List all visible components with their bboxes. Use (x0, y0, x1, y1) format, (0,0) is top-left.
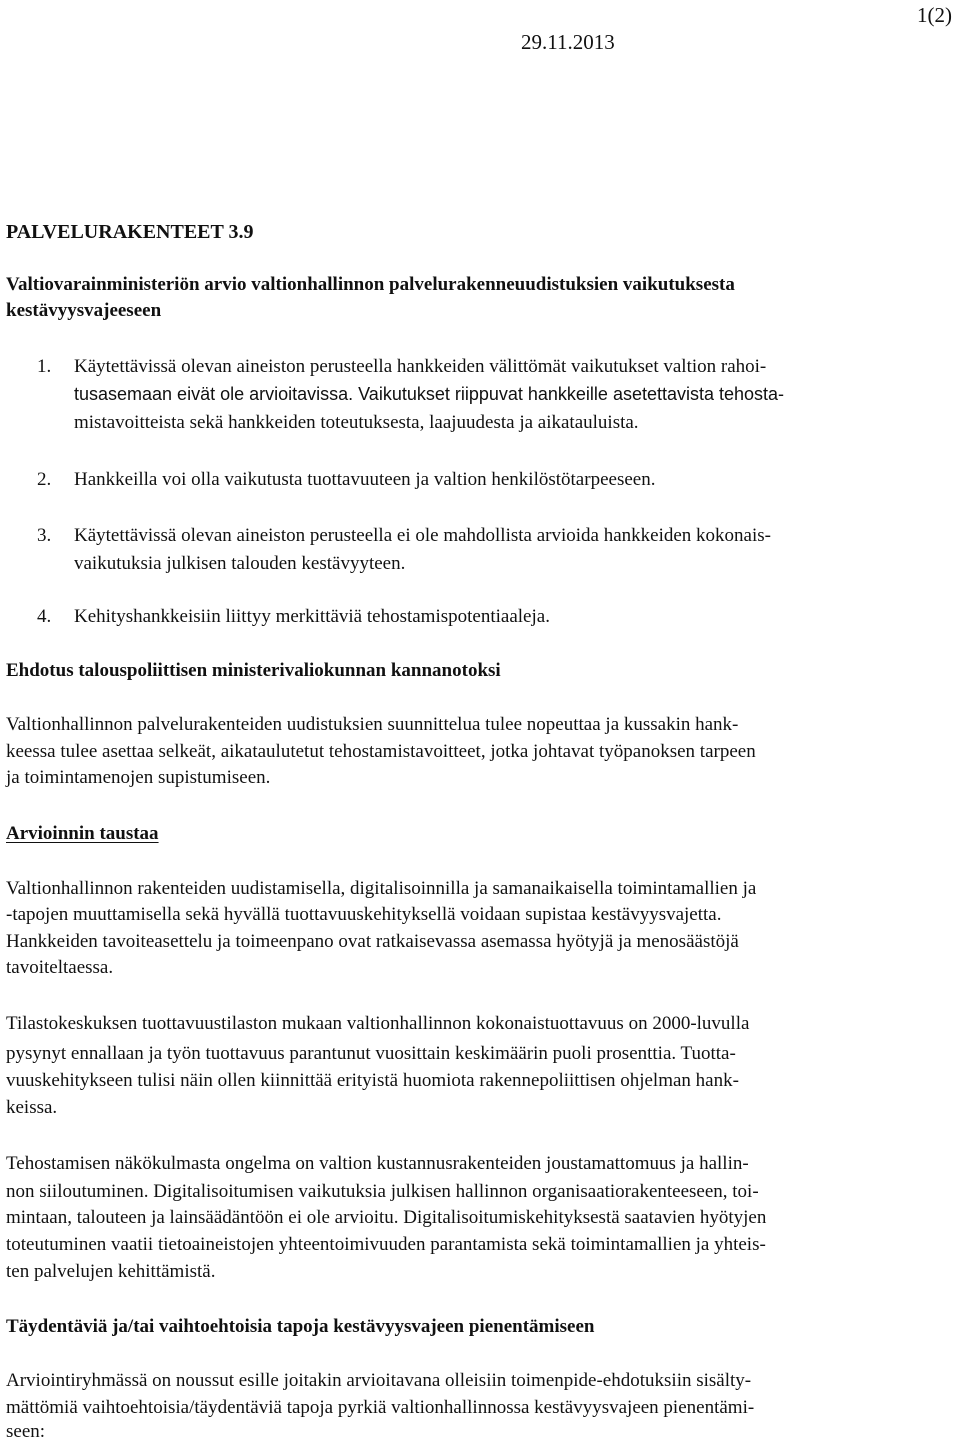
subtitle-line: kestävyysvajeeseen (6, 300, 162, 321)
list-item-line: Käytettävissä olevan aineiston perusteella ei ole mahdollista arvioida hankkeiden kokonais- (74, 525, 771, 546)
paragraph-line: Tilastokeskuksen tuottavuustilaston mukaan valtionhallinnon kokonaistuottavuus on 2000-luvulla (6, 1013, 750, 1034)
list-item-line: vaikutuksia julkisen talouden kestävyyteen. (74, 553, 406, 574)
paragraph-line: toteutuminen vaatii tietoaineistojen yhteentoimivuuden parantamista sekä toimintamallien ja yhteis- (6, 1234, 766, 1255)
paragraph-line: ten palvelujen kehittämistä. (6, 1261, 216, 1282)
subtitle-line: Valtiovarainministeriön arvio valtionhallinnon palvelurakenneuudistuksien vaikutuksesta (6, 274, 735, 295)
paragraph-line: Valtionhallinnon palvelurakenteiden uudistuksien suunnittelua tulee nopeuttaa ja kussakin hank- (6, 714, 739, 735)
paragraph-line: Tehostamisen näkökulmasta ongelma on valtion kustannusrakenteiden joustamattomuus ja hallin- (6, 1153, 749, 1174)
section-heading: Täydentäviä ja/tai vaihtoehtoisia tapoja kestävyysvajeen pienentämiseen (6, 1316, 595, 1337)
list-item-number: 3. (37, 525, 52, 546)
paragraph-line: keissa. (6, 1097, 58, 1118)
list-item-line: Hankkeilla voi olla vaikutusta tuottavuuteen ja valtion henkilöstötarpeeseen. (74, 469, 656, 490)
paragraph-line: -tapojen muuttamisella sekä hyvällä tuottavuuskehityksellä voidaan supistaa kestävyysvajetta. (6, 904, 722, 925)
document-date: 29.11.2013 (521, 30, 615, 54)
paragraph-line: mättömiä vaihtoehtoisia/täydentäviä tapoja pyrkiä valtionhallinnossa kestävyysvajeen pienentämi- (6, 1397, 755, 1418)
list-item-number: 4. (37, 606, 52, 627)
list-item-line: tusasemaan eivät ole arvioitavissa. Vaikutukset riippuvat hankkeille asetettavista tehosta- (74, 384, 785, 404)
section-heading: Arvioinnin taustaa (6, 823, 159, 844)
list-item-number: 2. (37, 469, 52, 490)
paragraph-line: Hankkeiden tavoiteasettelu ja toimeenpano ovat ratkaisevassa asemassa hyötyjä ja menosäästöjä (6, 931, 739, 952)
paragraph-line: keessa tulee asettaa selkeät, aikataulutetut tehostamistavoitteet, jotka johtavat työpanoksen tarpeen (6, 741, 756, 762)
list-item-line: mistavoitteista sekä hankkeiden toteutuksesta, laajuudesta ja aikatauluista. (74, 412, 639, 433)
list-item-number: 1. (37, 356, 52, 377)
paragraph-line: tavoiteltaessa. (6, 957, 114, 978)
paragraph-line: ja toimintamenojen supistumiseen. (6, 767, 271, 788)
paragraph-line: pysynyt ennallaan ja työn tuottavuus parantunut vuosittain keskimäärin puoli prosenttia. Tuotta- (6, 1043, 736, 1064)
paragraph-line: mintaan, talouteen ja lainsäädäntöön ei ole arvioitu. Digitalisoitumiskehityksestä saatavien hyötyjen (6, 1207, 767, 1228)
document-title: PALVELURAKENTEET 3.9 (6, 221, 254, 243)
paragraph-line: Arviointiryhmässä on noussut esille joitakin arvioitavana olleisiin toimenpide-ehdotuksiin sisälty- (6, 1370, 752, 1391)
page-number: 1(2) (917, 3, 952, 27)
paragraph-line: Valtionhallinnon rakenteiden uudistamisella, digitalisoinnilla ja samanaikaisella toimintamallien ja (6, 878, 757, 899)
paragraph-line: vuuskehitykseen tulisi näin ollen kiinnittää erityistä huomiota rakennepoliittisen ohjelman hank- (6, 1070, 739, 1091)
list-item-line: Kehityshankkeisiin liittyy merkittäviä tehostamispotentiaaleja. (74, 606, 550, 627)
paragraph-line: seen: (6, 1421, 46, 1442)
section-heading: Ehdotus talouspoliittisen ministerivaliokunnan kannanotoksi (6, 660, 501, 681)
list-item-line: Käytettävissä olevan aineiston perusteella hankkeiden välittömät vaikutukset valtion rahoi- (74, 356, 767, 377)
paragraph-line: non siiloutuminen. Digitalisoitumisen vaikutuksia julkisen hallinnon organisaatiorakenteeseen, toi- (6, 1181, 759, 1202)
